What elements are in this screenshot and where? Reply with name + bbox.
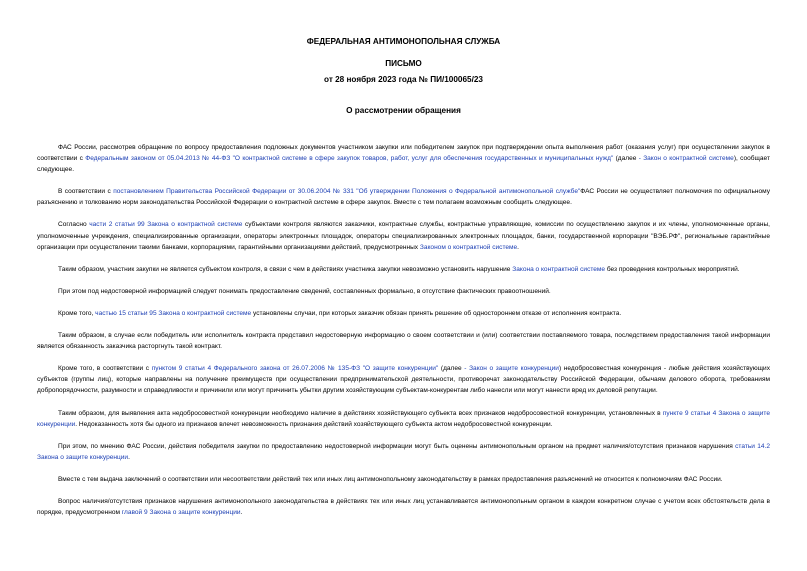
paragraph [37, 186, 770, 208]
paragraph-text: В соответствии с [58, 188, 114, 196]
paragraph-text: Согласно [58, 221, 90, 229]
paragraph-text: Вместе с тем выдача заключений о соответствии или несоответствии действий тех или иных лиц антимонопольному законодательству в рамках предоставления разъяснений не относится к полномочиям ФАС России. [58, 475, 723, 483]
law-reference-link[interactable]: пунктом 9 статьи 4 Федерального закона от 26.07.2006 № 135-ФЗ "О защите конкуренции" [151, 365, 439, 373]
paragraph-text: (далее [438, 365, 465, 373]
paragraph-text: Вопрос наличия/отсутствия признаков нарушения антимонопольного законодательства в действиях тех или иных лиц устанавливается антимонопольным органом в каждом конкретном случае с учетом всех обстоятельств дела в порядке, предусмотренном [37, 497, 770, 517]
paragraph-text: . [517, 243, 519, 251]
law-reference-link[interactable]: главой 9 Закона о защите конкуренции [121, 509, 241, 517]
law-reference-link[interactable]: частью 15 статьи 95 Закона о контрактной системе [95, 309, 252, 317]
paragraph-text: Таким образом, в случае если победитель или исполнитель контракта представил недостоверную информацию о своем соответствии и (или) соответствии поставляемого товара, последствием предоставления такой информации является обязанность заказчика расторгнуть такой контракт. [37, 332, 770, 351]
paragraph [37, 363, 770, 396]
paragraph [37, 142, 770, 175]
paragraph-text: Кроме того, [58, 309, 96, 317]
organization-title: ФЕДЕРАЛЬНАЯ АНТИМОНОПОЛЬНАЯ СЛУЖБА [306, 37, 501, 46]
law-reference-link[interactable]: Законом о контрактной системе [419, 243, 518, 251]
paragraph [37, 408, 770, 430]
paragraph-text: . Недоказанность хотя бы одного из признаков влечет невозможность признания действий хозяйствующего субъекта актом недобросовестной конкуренции. [75, 420, 553, 428]
law-reference-link[interactable]: части 2 статьи 99 Закона о контрактной системе [89, 221, 243, 229]
document-type: ПИСЬМО [385, 59, 422, 68]
paragraph-text: ), сообщает следующее. [37, 155, 770, 174]
paragraph [37, 308, 770, 319]
paragraph-text: (далее [613, 155, 639, 163]
paragraph [37, 286, 770, 297]
paragraph-text: Кроме того, в соответствии с [58, 365, 152, 373]
paragraph [37, 474, 770, 485]
law-reference-link[interactable]: статьи 14.2 Закона о защите конкуренции [37, 442, 770, 461]
paragraph-text: Таким образом, для выявления акта недобросовестной конкуренции необходимо наличие в действиях хозяйствующего субъекта всех признаков недобросовестной конкуренции, установленных в [58, 409, 663, 417]
paragraph-text: установлены случаи, при которых заказчик обязан принять решение об одностороннем отказе от исполнения контракта. [251, 309, 622, 317]
paragraph-text: субъектами контроля являются заказчики, контрактные службы, контрактные управляющие, комиссии по осуществлению закупок и их члены, уполномоченные органы, уполномоченные учреждения, специализированные организации, операторы электронных площадок, операторы специализированных электронных площадок, банки, государственной корпорации "ВЭБ.РФ", региональные гарантийные организации при осуществлении такими банками, корпорациями, гарантийными организациями действий, предусмотренных [37, 221, 770, 251]
paragraph-text: . [240, 509, 243, 517]
document-body [37, 142, 770, 529]
document-subject: О рассмотрении обращения [346, 106, 461, 115]
paragraph-text: . [128, 453, 130, 461]
document-date-number: от 28 ноября 2023 года № ПИ/100065/23 [324, 75, 483, 84]
paragraph-text: ФАС России не осуществляет полномочия по официальному разъяснению и толкованию норм законодательства Российской Федерации о контрактной системе в сфере закупок. Вместе с тем полагаем возможным сообщить следующее. [37, 188, 770, 207]
paragraph-text: При этом под недостоверной информацией следует понимать предоставление сведений, составленных формально, в отсутствие фактических правоотношений. [58, 287, 551, 295]
law-reference-link[interactable]: - Закон о контрактной системе [638, 155, 734, 163]
law-reference-link[interactable]: - Закон о защите конкуренции [464, 365, 559, 373]
paragraph-text: Таким образом, участник закупки не является субъектом контроля, в связи с чем в действиях участника закупки невозможно установить нарушение [58, 265, 513, 273]
paragraph-text: без проведения контрольных мероприятий. [605, 265, 740, 273]
law-reference-link[interactable]: пункте 9 статьи 4 Закона о защите конкуренции [37, 409, 770, 428]
paragraph [37, 264, 770, 275]
paragraph [37, 496, 770, 518]
paragraph [37, 441, 770, 463]
paragraph [37, 219, 770, 252]
law-reference-link[interactable]: Федеральным законом от 05.04.2013 № 44-ФЗ "О контрактной системе в сфере закупок товаров, работ, услуг для обеспечения государственных и муниципальных нужд" [85, 155, 614, 163]
paragraph-text: ) недобросовестная конкуренция - любые действия хозяйствующих субъектов (группы лиц), которые направлены на получение преимуществ при осуществлении предпринимательской деятельности, противоречат законодательству Российской Федерации, обычаям делового оборота, требованиям добропорядочности, разумности и справедливости и причинили или могут причинить убытки другим хозяйствующим субъектам-конкурентам либо нанесли или могут нанести вред их деловой репутации. [37, 365, 770, 395]
paragraph [37, 330, 770, 352]
law-reference-link[interactable]: Закона о контрактной системе [512, 265, 606, 273]
paragraph-text: При этом, по мнению ФАС России, действия победителя закупки по предоставлению недостоверной информации могут быть оценены антимонопольным органом на предмет наличия/отсутствия признаков нарушения [58, 442, 736, 450]
paragraph-text: ФАС России, рассмотрев обращение по вопросу предоставления подложных документов участником закупки или победителем закупок при подтверждении опыта выполнения работ (оказания услуг) при осуществлении закупок в соответствии с [37, 144, 770, 163]
law-reference-link[interactable]: постановлением Правительства Российской Федерации от 30.06.2004 № 331 "Об утверждении Положения о Федеральной антимонопольной службе" [113, 188, 581, 196]
